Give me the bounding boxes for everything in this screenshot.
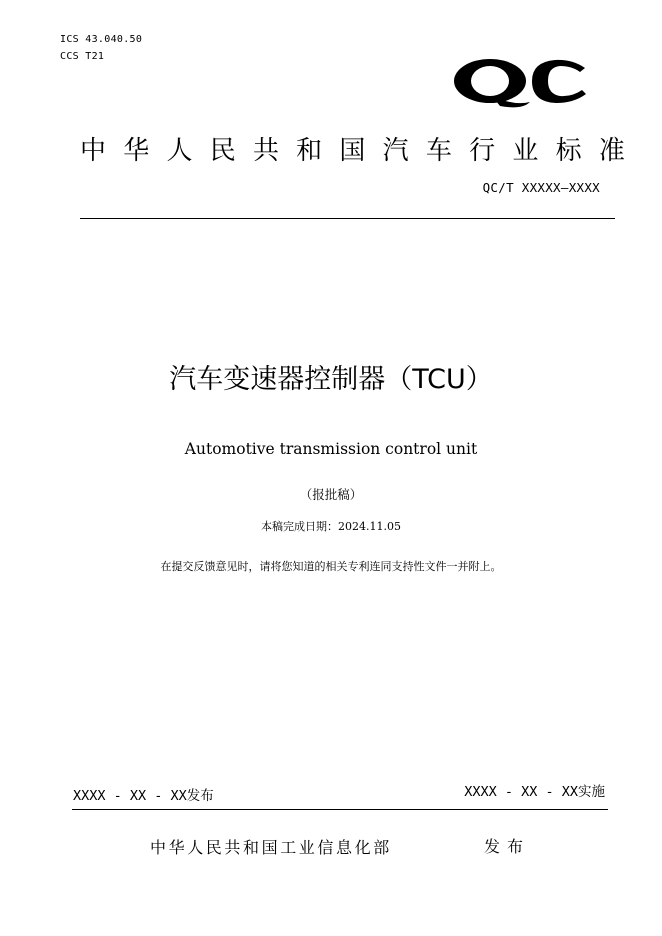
ccs-code: CCS T21 [60, 51, 105, 62]
draft-status: （报批稿） [299, 487, 363, 502]
standard-type-char: 和 [296, 136, 323, 166]
feedback-note: 在提交反馈意见时，请将您知道的相关专利连同支持性文件一并附上。 [160, 560, 502, 573]
ics-code: ICS 43.040.50 [60, 34, 143, 45]
standard-type-title [80, 130, 625, 167]
standard-type-char: 共 [252, 136, 279, 166]
document-title-cn: 汽车变速器控制器（TCU） [169, 364, 493, 395]
standard-type-char: 标 [555, 136, 582, 166]
standard-type-char: 华 [123, 136, 150, 166]
standard-type-char: 人 [166, 136, 193, 166]
standard-type-char: 车 [425, 136, 452, 166]
standard-type-char: 准 [598, 136, 625, 166]
standard-type-char: 汽 [382, 136, 409, 166]
qc-logo [452, 56, 590, 110]
issuing-authority: 中华人民共和国工业信息化部 [150, 838, 392, 857]
release-date: XXXX - XX - XX发布 [73, 788, 214, 804]
header-divider [80, 218, 615, 219]
standard-type-char: 中 [80, 136, 107, 166]
standard-type-char: 国 [339, 136, 366, 166]
footer-divider [72, 809, 608, 810]
standard-type-char: 民 [209, 136, 236, 166]
standard-number: QC/T XXXXX—XXXX [482, 180, 600, 195]
standard-type-char: 行 [469, 136, 496, 166]
standard-type-char: 业 [512, 136, 539, 166]
document-title-en: Automotive transmission control unit [184, 440, 478, 458]
completion-date: 本稿完成日期：2024.11.05 [261, 520, 401, 533]
effective-date: XXXX - XX - XX实施 [464, 784, 605, 800]
issue-label: 发布 [484, 837, 531, 856]
